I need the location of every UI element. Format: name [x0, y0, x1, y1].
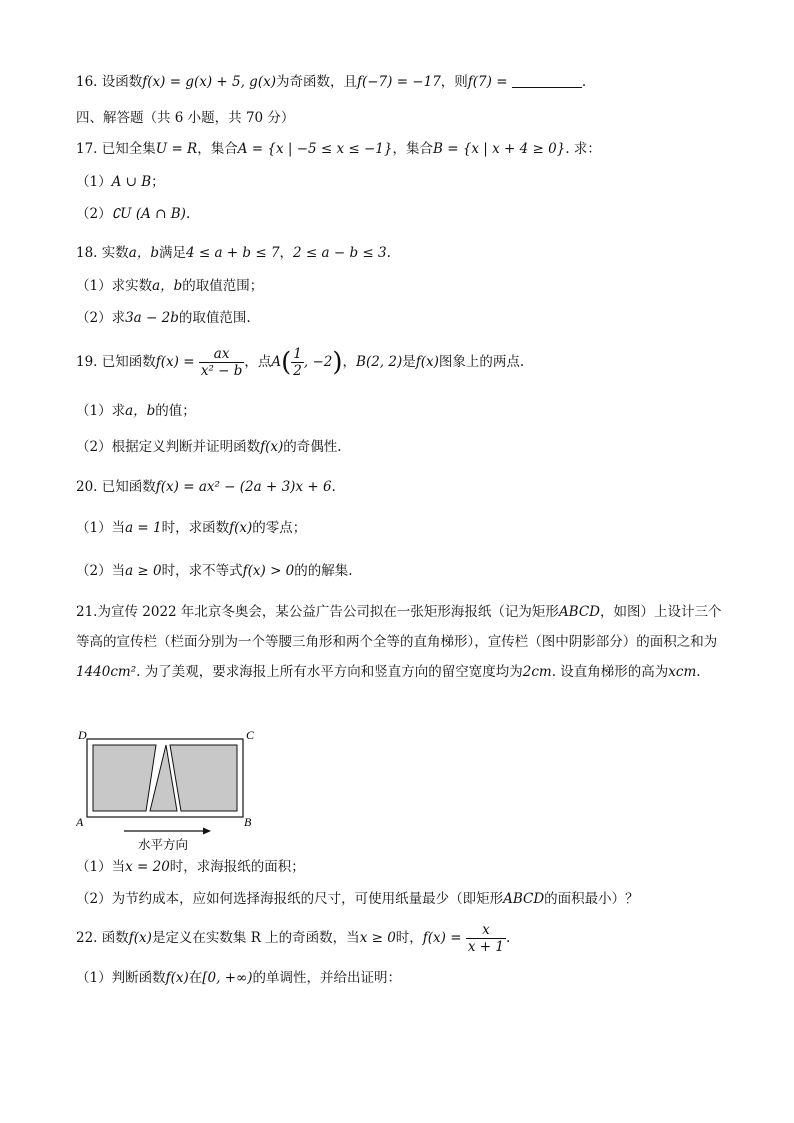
text: 设函数 [101, 74, 143, 90]
math: [0, +∞) [202, 970, 253, 986]
math: f(x) = [422, 930, 462, 946]
text: 已知函数 [101, 354, 156, 370]
text: . [386, 245, 391, 261]
math: x ≥ 0 [359, 930, 396, 946]
math: ABCD [558, 604, 601, 620]
question-21-part-2 [76, 889, 639, 909]
text: 时，求函数 [161, 520, 230, 536]
text: 是定义在实数集 R 上的奇函数，当 [151, 930, 360, 946]
math: A [271, 354, 282, 370]
text: . [185, 206, 191, 222]
math: f(x) = g(x) + 5, g(x) [142, 74, 276, 90]
math: f(x) = [155, 354, 195, 370]
math: f(x) [128, 930, 152, 946]
part-label: （1） [76, 859, 112, 875]
text: 在 [188, 970, 203, 986]
question-18 [76, 243, 391, 263]
part-label: （1） [76, 403, 112, 419]
vertex-label-c: C [246, 728, 255, 742]
section-title: 四、解答题（共 6 小题，共 70 分） [76, 110, 295, 126]
question-20 [76, 477, 336, 497]
paren-left: ( [281, 347, 292, 378]
text: ，则 [440, 74, 468, 90]
arrowhead [203, 828, 211, 835]
text: ， [342, 354, 357, 370]
question-22 [76, 920, 510, 956]
question-19 [76, 344, 524, 381]
text: 已知全集 [101, 141, 156, 157]
question-number: 19. [76, 354, 98, 370]
math: a ≥ 0 [125, 563, 162, 579]
vertex-label-b: B [244, 815, 252, 829]
text: . [505, 930, 511, 946]
math: f(7) = [467, 74, 508, 90]
text: 求 [111, 403, 126, 419]
question-22-part-1 [76, 968, 401, 988]
math: 1440cm² [76, 664, 137, 680]
question-number: 16. [76, 74, 98, 90]
text: . 为了美观，要求海报上所有水平方向和竖直方向的留空宽度均为 [136, 664, 523, 680]
math: 4 ≤ a + b ≤ 7 [185, 245, 280, 261]
math: x = 20 [125, 859, 170, 875]
text: 时，求不等式 [161, 563, 243, 579]
fraction [199, 346, 245, 379]
denominator: x + 1 [467, 939, 504, 955]
poster-diagram [76, 728, 266, 852]
text: 的取值范围； [182, 278, 264, 294]
math: f(x) [165, 970, 189, 986]
text: 求 [111, 310, 126, 326]
text: . [331, 479, 336, 495]
part-label: （1） [76, 278, 112, 294]
question-18-part-2 [76, 308, 251, 328]
question-16 [76, 72, 586, 92]
math: 3a − 2b [125, 310, 179, 326]
math: ABCD [503, 891, 545, 907]
text: ，如图）上设计三个等高的宣传栏（栏面分别为一个等腰三角形和两个全等的直角梯形），宣传栏（图中阴影部分）的面积之和为 [76, 604, 722, 650]
question-20-part-1 [76, 518, 306, 538]
part-label: （2） [76, 439, 112, 455]
part-label: （1） [76, 520, 112, 536]
text: ， [279, 245, 294, 261]
text: 满足 [158, 245, 186, 261]
text: . [696, 664, 701, 680]
text: 的值； [155, 403, 196, 419]
trapezoid-left [93, 745, 156, 811]
text: ，集合 [392, 141, 433, 157]
text: 判断函数 [111, 970, 166, 986]
question-number: 22. [76, 930, 98, 946]
text: 当 [111, 859, 126, 875]
math: a = 1 [125, 520, 162, 536]
poster-figure [76, 728, 266, 852]
question-17-part-1 [76, 172, 165, 192]
text: 时， [395, 930, 423, 946]
text: . [581, 74, 587, 90]
part-label: （2） [76, 310, 112, 326]
question-19-part-1 [76, 401, 196, 421]
numerator: x [466, 922, 506, 939]
text: ，集合 [197, 141, 238, 157]
text: 的奇偶性. [283, 439, 342, 455]
question-18-part-1 [76, 276, 263, 296]
text: . 求： [565, 141, 601, 157]
fraction [291, 346, 304, 379]
math: f(−7) = −17 [356, 74, 441, 90]
text: 是 [402, 354, 416, 370]
text: 的零点； [252, 520, 307, 536]
math: , −2 [303, 354, 333, 370]
text: ； [151, 174, 165, 190]
question-number: 18. [76, 245, 98, 261]
question-19-part-2 [76, 437, 342, 457]
text: ，点 [244, 354, 272, 370]
vertex-label-d: D [78, 728, 87, 742]
text: 根据定义判断并证明函数 [111, 439, 261, 455]
question-number: 21. [76, 604, 98, 620]
math: 2 ≤ a − b ≤ 3 [293, 245, 387, 261]
text: 当 [111, 563, 126, 579]
math: f(x) [260, 439, 284, 455]
question-21 [76, 597, 726, 687]
text: 函数 [101, 930, 129, 946]
text: 为节约成本，应如何选择海报纸的尺寸，可使用纸量最少（即矩形 [111, 891, 504, 907]
math: a，b [125, 403, 156, 419]
math: a，b [152, 278, 183, 294]
trapezoid-right [170, 745, 237, 811]
text: 实数 [101, 245, 129, 261]
denominator: 2 [293, 363, 302, 379]
question-21-part-1 [76, 857, 305, 877]
vertex-label-a: A [76, 815, 84, 829]
text: . 设直角梯形的高为 [551, 664, 669, 680]
math: f(x) [229, 520, 253, 536]
math: U = R [155, 141, 198, 157]
text: 图象上的两点. [438, 354, 525, 370]
part-label: （2） [76, 891, 112, 907]
text: 求实数 [111, 278, 153, 294]
text: 时，求海报纸的面积； [169, 859, 305, 875]
text: 为奇函数，且 [275, 74, 357, 90]
math: 2cm [522, 664, 552, 680]
question-20-part-2 [76, 561, 353, 581]
text: 的取值范围. [178, 310, 251, 326]
part-label: （1） [76, 174, 112, 190]
math: f(x) > 0 [242, 563, 295, 579]
paren-right: ) [332, 347, 343, 378]
fraction [466, 922, 506, 955]
direction-label: 水平方向 [138, 837, 189, 852]
text: 当 [111, 520, 126, 536]
text: 已知函数 [101, 479, 156, 495]
math: B = {x | x + 4 ≥ 0} [433, 141, 566, 157]
text: 的单调性，并给出证明： [252, 970, 402, 986]
math: a，b [128, 245, 159, 261]
question-number: 20. [76, 479, 98, 495]
part-label: （2） [76, 206, 112, 222]
numerator: 1 [293, 346, 302, 362]
math: f(x) [415, 354, 439, 370]
question-number: 17. [76, 141, 98, 157]
part-label: （1） [76, 970, 112, 986]
denominator: x² − b [200, 363, 243, 379]
answer-blank[interactable] [512, 73, 582, 88]
math: xcm [668, 664, 697, 680]
question-17-part-2 [76, 204, 190, 224]
text: 的面积最小）？ [544, 891, 639, 907]
math: f(x) = ax² − (2a + 3)x + 6 [155, 479, 332, 495]
math: A = {x | −5 ≤ x ≤ −1} [237, 141, 393, 157]
numerator: ax [199, 346, 245, 363]
text: 的的解集. [294, 563, 353, 579]
text: 为宣传 2022 年北京冬奥会，某公益广告公司拟在一张矩形海报纸（记为矩形 [97, 604, 559, 620]
math: B(2, 2) [356, 354, 403, 370]
math: ∁U (A ∩ B) [111, 206, 186, 222]
question-17 [76, 139, 601, 159]
part-label: （2） [76, 563, 112, 579]
math: A ∪ B [111, 174, 152, 190]
